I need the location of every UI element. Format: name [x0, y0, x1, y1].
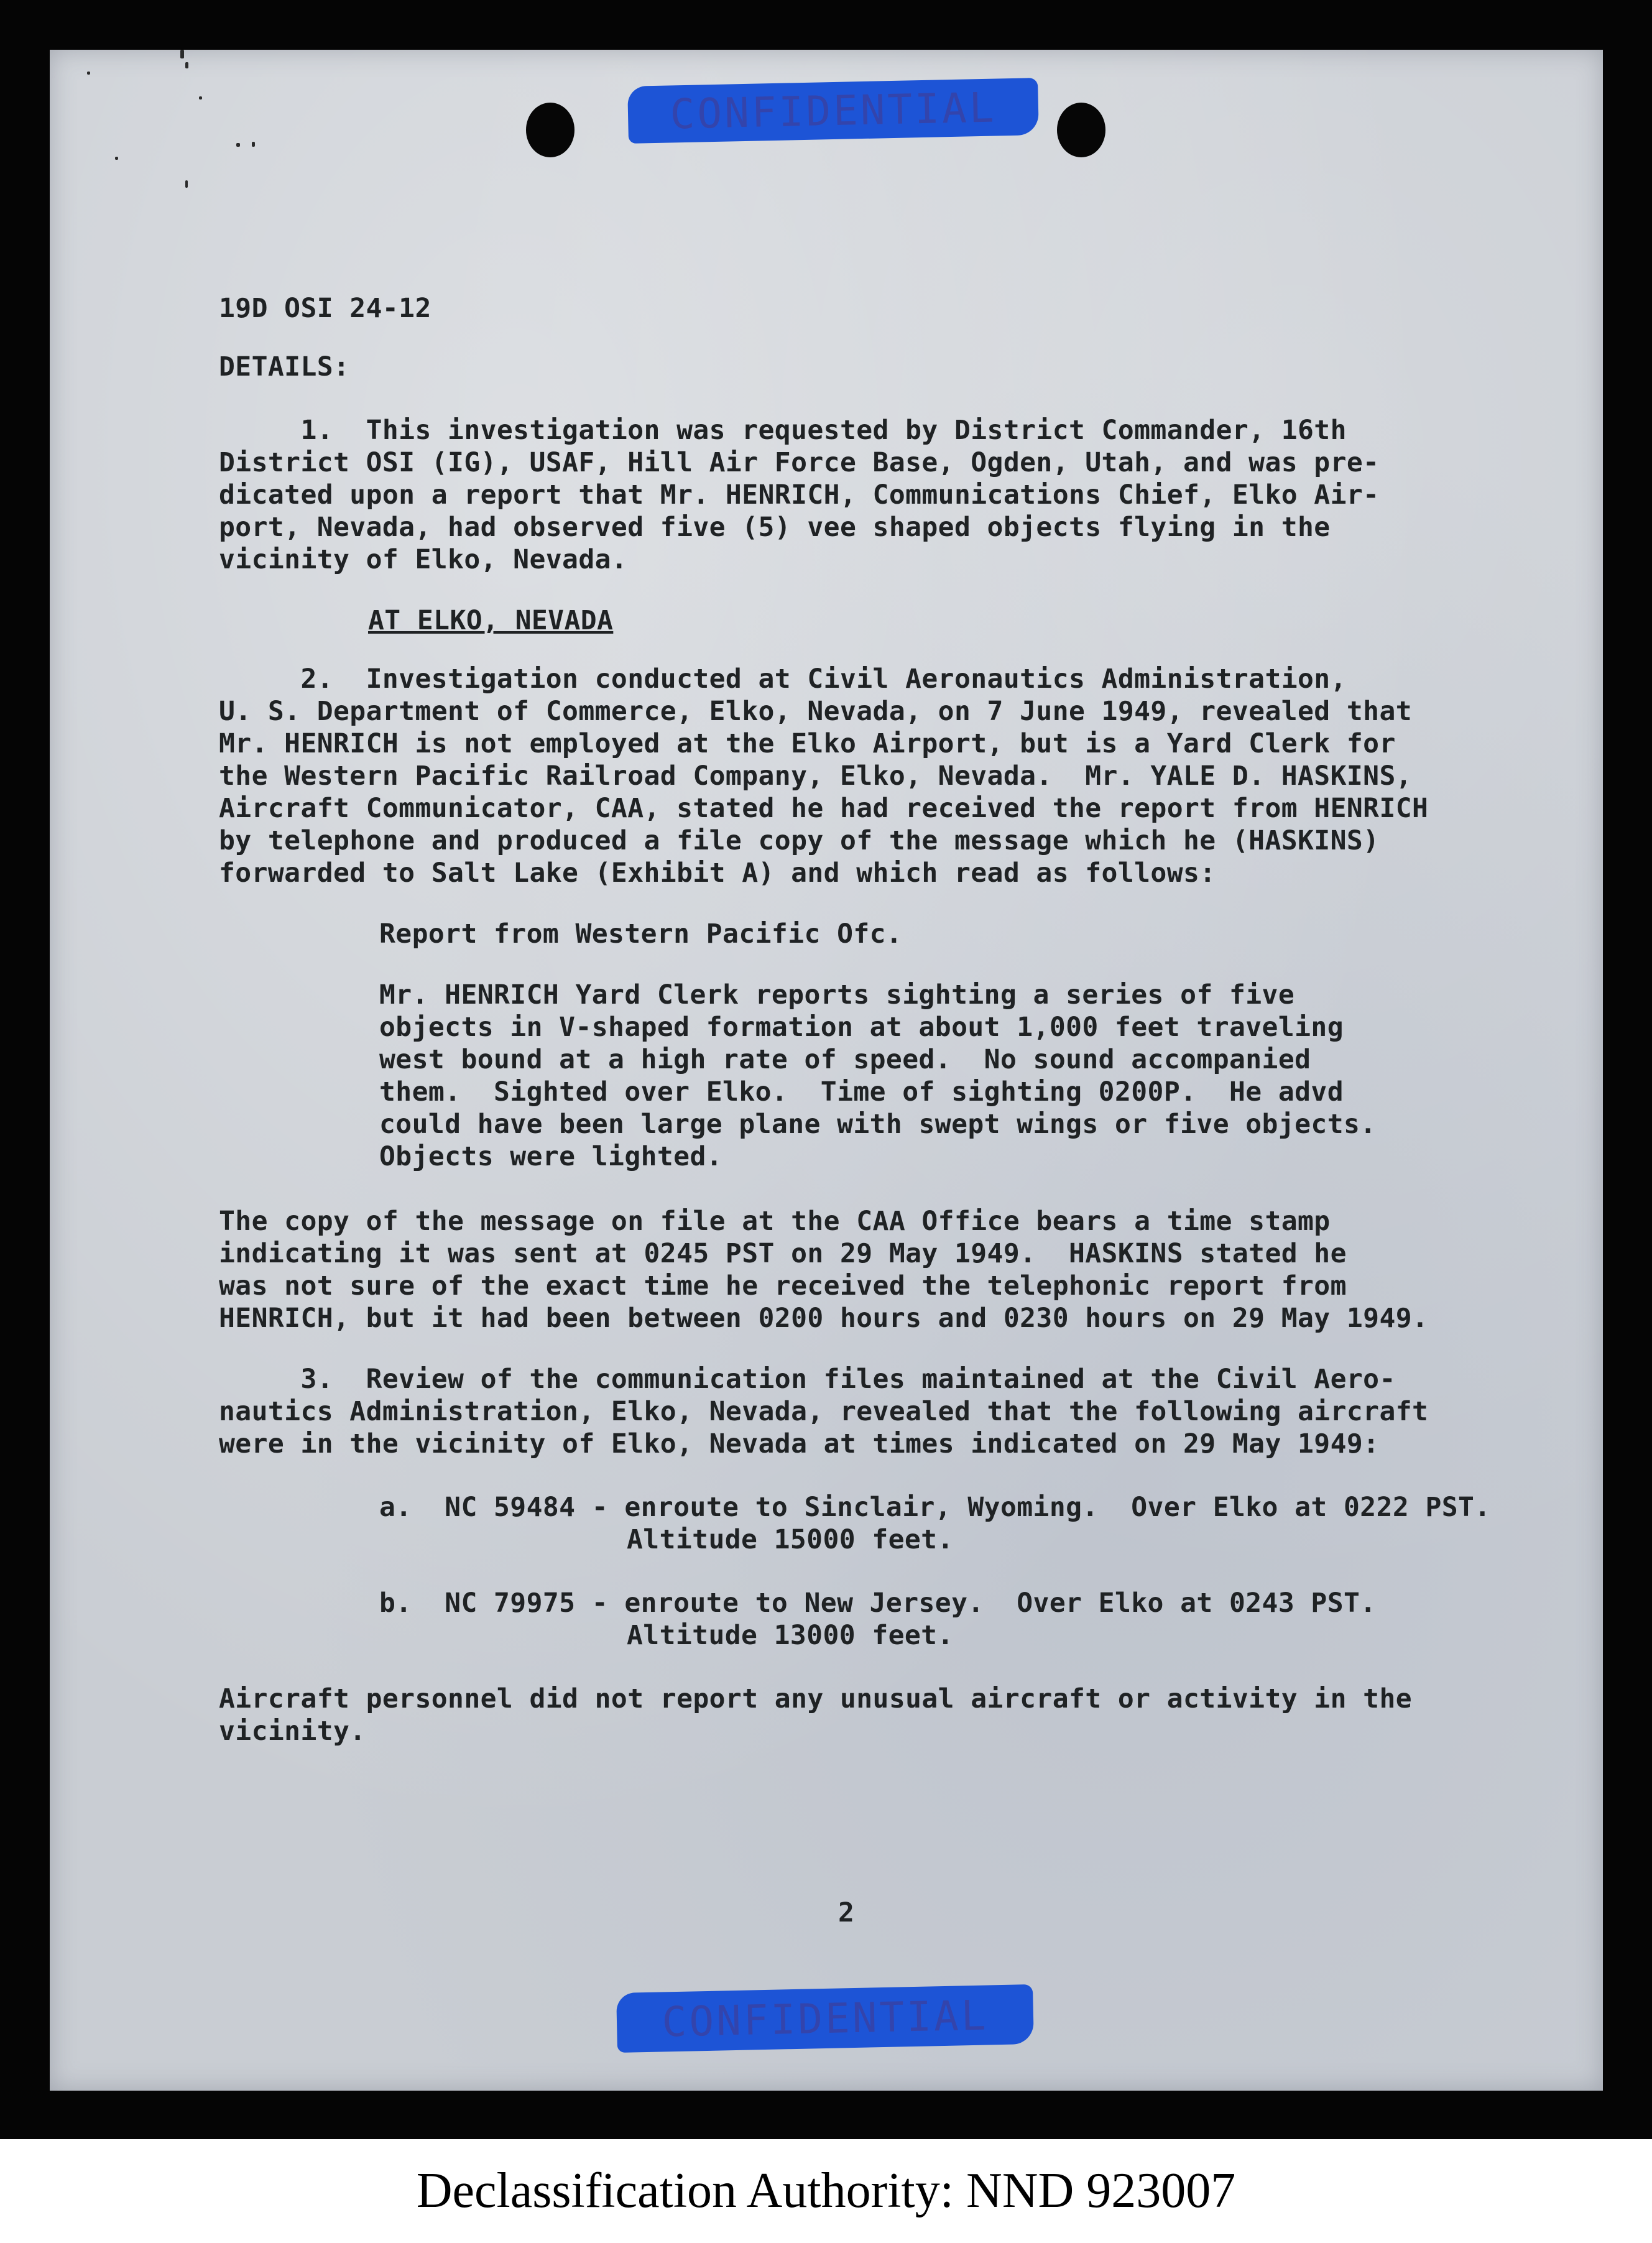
para2-line: by telephone and produced a file copy of the message which he (HASKINS) — [219, 825, 1380, 856]
quote-line: objects in V-shaped formation at about 1,000 feet traveling — [379, 1012, 1344, 1043]
para1-line: dicated upon a report that Mr. HENRICH, Communications Chief, Elko Air- — [219, 479, 1380, 511]
scan-speck — [180, 50, 184, 58]
para2-continuation-line: The copy of the message on file at the CAA Office bears a time stamp — [219, 1206, 1331, 1237]
closing-line: vicinity. — [219, 1716, 366, 1747]
para1-line: vicinity of Elko, Nevada. — [219, 544, 628, 575]
aircraft-item-b-altitude: Altitude 13000 feet. — [627, 1620, 954, 1651]
para1-line: 1. This investigation was requested by District Commander, 16th — [219, 415, 1347, 446]
quote-line: Mr. HENRICH Yard Clerk reports sighting a series of five — [379, 979, 1295, 1011]
confidential-stamp-bottom — [616, 1984, 1034, 2053]
para2-line: the Western Pacific Railroad Company, Elko, Nevada. Mr. YALE D. HASKINS, — [219, 761, 1413, 792]
stamp-text: CONFIDENTIAL — [661, 1991, 989, 2046]
quote-line: west bound at a high rate of speed. No sound accompanied — [379, 1044, 1311, 1075]
aircraft-item-a: a. NC 59484 - enroute to Sinclair, Wyoming. Over Elko at 0222 PST. — [379, 1492, 1491, 1523]
para2-line: 2. Investigation conducted at Civil Aeronautics Administration, — [219, 664, 1347, 695]
stamp-text: CONFIDENTIAL — [669, 83, 997, 138]
scan-speck — [252, 142, 255, 147]
scan-speck — [199, 96, 202, 99]
typed-text-block — [219, 292, 1587, 1884]
aircraft-item-a-altitude: Altitude 15000 feet. — [627, 1524, 954, 1555]
declassification-footer: Declassification Authority: NND 923007 — [416, 2163, 1236, 2218]
para3-line: 3. Review of the communication files maintained at the Civil Aero- — [219, 1364, 1396, 1395]
page-number: 2 — [838, 1897, 855, 1928]
scan-speck — [185, 62, 188, 68]
location-heading: AT ELKO, NEVADA — [368, 605, 614, 636]
quote-header: Report from Western Pacific Ofc. — [379, 918, 903, 950]
file-number: 19D OSI 24-12 — [219, 293, 431, 324]
para2-continuation-line: was not sure of the exact time he received the telephonic report from — [219, 1270, 1347, 1302]
para2-line: Aircraft Communicator, CAA, stated he had received the report from HENRICH — [219, 793, 1429, 824]
para2-line: Mr. HENRICH is not employed at the Elko Airport, but is a Yard Clerk for — [219, 728, 1396, 759]
quote-line: Objects were lighted. — [379, 1141, 723, 1172]
quote-line: could have been large plane with swept wings or five objects. — [379, 1109, 1377, 1140]
para2-continuation-line: HENRICH, but it had been between 0200 hours and 0230 hours on 29 May 1949. — [219, 1303, 1429, 1334]
section-heading: DETAILS: — [219, 351, 350, 382]
para1-line: District OSI (IG), USAF, Hill Air Force Base, Ogden, Utah, and was pre- — [219, 447, 1380, 478]
para3-line: nautics Administration, Elko, Nevada, revealed that the following aircraft — [219, 1396, 1429, 1427]
punch-hole-left — [526, 103, 575, 157]
scan-speck — [185, 180, 188, 188]
scan-speck — [115, 157, 118, 160]
para1-line: port, Nevada, had observed five (5) vee shaped objects flying in the — [219, 512, 1331, 543]
quote-line: them. Sighted over Elko. Time of sighting 0200P. He advd — [379, 1076, 1344, 1108]
closing-line: Aircraft personnel did not report any unusual aircraft or activity in the — [219, 1683, 1413, 1714]
document-page — [50, 50, 1603, 2091]
para2-line: forwarded to Salt Lake (Exhibit A) and which read as follows: — [219, 858, 1216, 889]
confidential-stamp-top — [627, 78, 1039, 144]
para3-line: were in the vicinity of Elko, Nevada at times indicated on 29 May 1949: — [219, 1428, 1380, 1459]
aircraft-item-b: b. NC 79975 - enroute to New Jersey. Over Elko at 0243 PST. — [379, 1588, 1377, 1619]
punch-hole-right — [1057, 103, 1105, 157]
scan-speck — [87, 72, 90, 75]
para2-continuation-line: indicating it was sent at 0245 PST on 29 May 1949. HASKINS stated he — [219, 1238, 1347, 1269]
para2-line: U. S. Department of Commerce, Elko, Nevada, on 7 June 1949, revealed that — [219, 696, 1413, 727]
scan-speck — [236, 143, 240, 147]
